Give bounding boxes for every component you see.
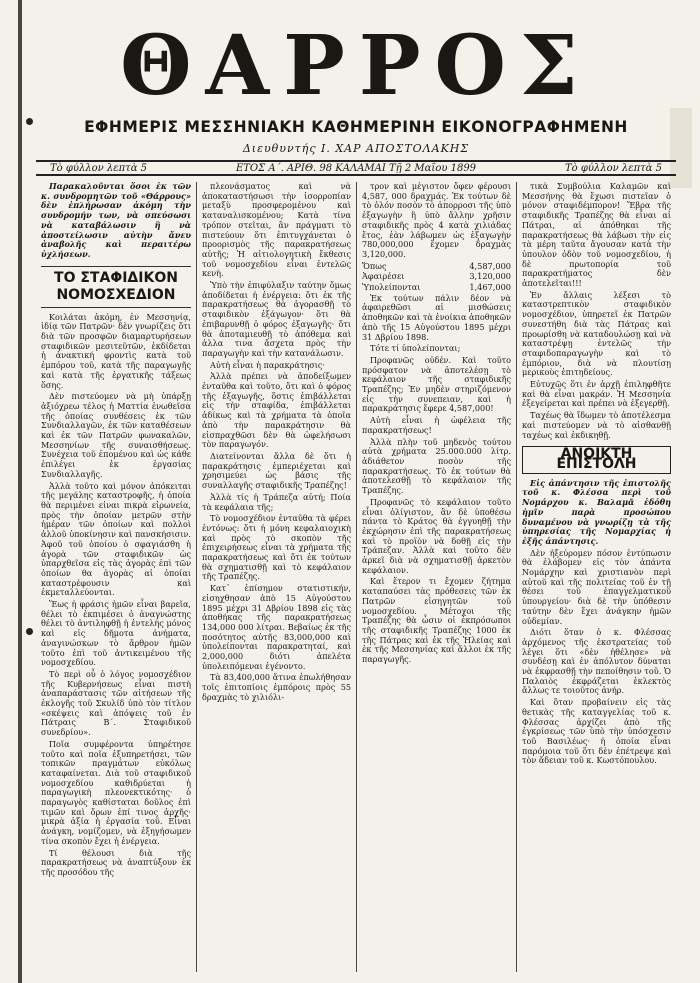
open-letter-heading: ΑΝΟΙΚΤΗ ΕΠΙΣΤΟΛΗ: [522, 446, 671, 473]
paragraph: Διότι ὅταν ὁ κ. Φλέσσας ἀρχόμενος τῆς ἐκστρατείας τοῦ λέγει ὅτι «δὲν ἠθέλησε» νὰ συνδέσῃ καὶ ἐν ἀπόλυτον δύναται νὰ ἐκφρασθῇ τὴν πεποίθησιν τοῦ. Ὁ Παλαιὸς ἐκφράζεται ἐκλεκτὸς ἄλλως τε τοιοῦτος ἀνήρ.: [522, 627, 671, 696]
paragraph: Προφανῶς οὐδέν. Καὶ τοῦτο πρόσφατον νὰ ἀποτελέσῃ τὸ κεφάλαιον τῆς σταφιδικῆς Τραπέζης; Ἐν μηδὲν στηριζόμενον εἰς τὴν συνεπειαν, καὶ ἡ παρακράτησις ἔφερε 4,587,000!: [362, 354, 511, 414]
price-right: Τὸ φύλλον λεπτὰ 5: [564, 162, 662, 174]
column-3: [356, 182, 516, 972]
paragraph: Ἕως ἡ φράσις ἡμῶν εἶναι βαρεῖα, θέλει τὸ ἐκπιμέσει ὁ ἀναγνώστης θέλει τὸ ἀντιληφθῇ ἡ ἐντελὴς μόνος καὶ εἰς δῆμοτα ἀνήματα, ἀναγινώσκων τὸ ἄρθρον ἡμῶν τοῦτο ἐπὶ τοῦ ἀντικειμένου τῆς νομοσχεδίου.: [41, 599, 191, 668]
paragraph: τρον καὶ μέγιστον ὄφεν φέρουσι 4,587, 000 δραχμάς. Ἐκ τούτων δὲ τὸ ὁλόν ποσὸν τὸ ἀπορροσι τῆς ὑπὸ ἐξαγωγὴν ἢ ὑπὸ ἄλλην χρῆσιν σταφιδικῆς πρὸς 4 κατὰ χιλιάδας ἔτος, ἐὰν λάβωμεν ὡς ἐξαγωγὴν 780,000,000 ἔχομεν δραχμὰς 3,120,000.: [362, 182, 511, 259]
calc-label: Ἀφαιρέσει: [362, 271, 405, 282]
paragraph: Ταχέως θὰ ἴδωμεν τὸ ἀποτέλεσμα καὶ πιστεύομεν νὰ τὸ αἰσθανθῇ ταχέως καὶ ἐκδικηθῇ.: [522, 410, 671, 440]
paragraph: πλεονάσματος καὶ νὰ ἀποκαταστήσωσι τὴν ἰσορροπίαν μεταξὺ προσφερομένου καὶ καταναλισκομένου; Κατὰ τίνα τρόπον στεῖται, ἂν πράγματι τὸ πιστεύουν ὅτι ἐπιτυγχάνεται ὁ προορισμὸς τῆς παρακρατήσεως αὐτῆς; Ἡ αἰτιολογητικὴ ἔκθεσις τοῦ νομοσχεδίου εἶναι ἐντελῶς κενὴ.: [202, 182, 351, 279]
paragraph: Καὶ ὅταν προβαίνειν εἰς τὰς θετικὰς τῆς καταγγελίας τοῦ κ. Φλέσσας ἀρχίζει ἀπὸ τῆς ἐγκρίσεως τῶν ὑπὸ τὴν ὑπόσχεσιν τοῦ Βασιλέως· ἡ ὁποία εἶναι παρόμοια τοῦ ὅτι δὲν ἐπέτρεψε καὶ τὸν ἄδειαν τοῦ κ. Κωστόπουλου.: [522, 697, 671, 766]
paragraph: Τὰ 83,400,000 ἄτινα ἐπωλήθησαν τοῖς ἐπιτοπίοις ἐμπόροις πρὸς 55 δραχμὰς τὸ χιλιόλι-: [202, 672, 351, 702]
paragraph: Ἀλλὰ πλὴν τοῦ μηδενὸς τούτου αὐτὰ χρήματα 25.000.000 λίτρ. ἀδιάθετον ποσὸν τῆς παρακρατήσεως. Τὸ ἐκ τούτων θὰ ἀποτελεσθῇ τὸ κεφάλαιον τῆς Τραπέζης.: [362, 436, 511, 496]
issue-line: ΕΤΟΣ Α΄. ΑΡΙΘ. 98 ΚΑΛΑΜΑΙ Τῇ 2 Μαΐου 1899: [235, 162, 477, 174]
paragraph: Τὸ νομοσχέδιον ἐνταῦθα τὰ φέρει ἐντόνως: ὅτι ἡ μόνη κεφαλαιοχικὴ καὶ πρὸς τὸ σκοπὸν τῆς ἐπιχειρήσεως εἶναι τὰ χρήματα τῆς παρακρατήσεως καὶ ὅτι ἐκ τούτων θὰ σχηματισθῇ καὶ τὸ κεφάλαιον τῆς Τραπέζης.: [202, 513, 351, 582]
article-columns: [36, 182, 676, 972]
paragraph: Ἀλλὰ τίς ἡ Τράπεζα αὐτή; Ποία τὰ κεφάλαια τῆς;: [202, 491, 351, 512]
calc-value: 3,120,000: [469, 271, 511, 282]
price-left: Τὸ φύλλον λεπτὰ 5: [50, 162, 148, 174]
paragraph: Ἀλλὰ πρέπει νὰ ἀποδείξωμεν ἐνταῦθα καὶ τοῦτο, ὅτι καὶ ὁ φόρος τῆς ἐξαγωγῆς, ὅστις ἐπιβάλλεται εἰς τὴν σταφίδα, ἐπιβάλλεται ἀδίκως καὶ τὰ χρήματα τὰ ὁποῖα ἀπὸ τὴν παρακράτησιν θὰ εἰσπραχθῶσι δὲν θὰ ὠφελήσωσι τὸν παραγωγόν.: [202, 371, 351, 450]
punch-hole: [26, 118, 33, 125]
paragraph: Κατ᾽ ἐπίσημον στατιστικήν, εἰσηχθησαν ἀπὸ 15 Αὐγούστου 1895 μέχρι 31 Δβρίου 1898 εἰς τὰς ἀποθήκας τῆς παρακρατήσεως 134,000 000 λίτραι. Βεβαίως ἐκ τῆς ποσότητος αὐτῆς 83,000,000 καὶ ὑπολείπονται παρακρατηταί, καὶ 2,000,000 διότι ἀπελέτα ὑπολειπόμεναι ἐγένοντο.: [202, 583, 351, 671]
paragraph: Δὲν ἠξεύρομεν πόσον ἐντύπωσιν θὰ ἐλάβομεν εἰς τὸν ἀπάντα Νομάρχην καὶ χριστιανὸν περὶ αὐτοῦ καὶ τῆς πολιτείας τοῦ ἐν τῇ θέσει τοῦ ἐπαγγελματικοῦ ὑπουργείου· διὰ δὲ τὴν ὑπόθεσιν ταύτην δὲν ἔχει ἀνάγκην ἡμῶν οὐδεμίαν.: [522, 547, 671, 626]
punch-hole: [26, 628, 33, 635]
calc-label: Ὑπολείπονται: [362, 282, 421, 293]
open-letter-intro: Εἰς ἀπάντησιν τῆς ἐπιστολῆς τοῦ κ. Φλέσσα περὶ τοῦ Νομάρχου κ. Βαλαμᾶ ἐδόθη ἡμῖν παρὰ προσώπου δυναμένου νὰ γνωρίζῃ τὰ τῆς ὑπηρεσίας τῆς Νομαρχίας ἡ ἑξῆς ἀπάντησις.: [522, 477, 671, 546]
subscriber-notice: Παρακαλοῦνται ὅσοι ἐκ τῶν κ. συνδρομητῶν τοῦ «Θάρρους» δὲν ἐπλήρωσαν ἀκόμη τὴν συνδρομήν των, νὰ σπεύσωσι νὰ καταβάλωσιν ἢ νὰ ἀποστείλωσιν αὐτὴν ἄνευ ἀναβολῆς καὶ περαιτέρω ὑχλήσεων.: [41, 182, 191, 259]
paragraph: Αὐτὴ εἶναι ἡ παρακράτησις·: [210, 359, 326, 370]
paragraph: τικὰ Συμβούλια Καλαμῶν καὶ Μεσσήνης θὰ ἔχωσι πιστεῖαν ὁ μόνον σταφιδέμπορον! Ἕβρα τῆς σταφιδικῆς Τραπέζης θὰ εἶναι αἱ Πάτραι, αἱ ἀπόθηκαι τῆς παρακρατήσεως θὰ λάβωσι τὴν εἰς τὰ μέρη ταῦτα ἄγουσαν κατὰ τὴν ὑπουλον ὁδὸν τοῦ νομοσχεδίου, ἡ δὲ πρωτοπορία τοῦ παρακρατήματος δὲν ἀποτελεῖται!!!: [522, 182, 671, 289]
paragraph: Τὸ περὶ οὗ ὁ λόγος νομοσχέδιον τῆς Κυβερνήσεως εἶναι πιστὴ ἀναπαράστασις τῶν αἰτήσεων τῆς ἐκλογῆς τοῦ Σκυλίδ ὑπὸ τὸν τίτλον «σκέψεις καὶ ἀπόψεις τοῦ ἐν Πάτραις Β΄. Σταφιδικοῦ συνεδρίου».: [41, 668, 191, 738]
masthead: [36, 20, 676, 155]
paragraph: Τότε τί ὑπολείπονται;: [370, 343, 461, 354]
paragraph: Δὲν πιστεύομεν νὰ μὴ ὑπάρξῃ ἀξιόχρεω τέλος ἡ Ματτία ἐνωθεῖσα τῆς ὁποίας συνθέσεις ἐκ τῶν Συνδιαλλαγῶν, ἐκ τῶν καταθέσεων καὶ ἐκ τῶν Πατρῶν φωνακαλῶν, Μεσσηνίων τῆς συναισθήσεως. Συνέχεια τοῦ ἐπομένου καὶ ὡς κάθε ἐπιλέγει ἐκ ἐργασίας Συνδιαλλαγῆς.: [41, 391, 191, 479]
paragraph: Ἐν ἄλλαις λέξεσι τὸ καταστρεπτικὸν σταφιδικὸν νομοσχέδιον, ὑπηρετεῖ ἐκ Πατρῶν συνεστήθη διὰ τὰς Πάτρας καὶ προωρίσθη νὰ καταδουλώσῃ καὶ νὰ καταστρέψῃ ἐντελῶς τὴν σταφιδοπαραγωγὴν καὶ τὸ ἐμπόριον, διὰ νὰ πλουτίσῃ μερικοὺς ἐπιτηδείους.: [522, 289, 671, 378]
column-1: [36, 182, 196, 972]
calc-value: 1,467,000: [469, 282, 511, 293]
newspaper-title: ΘΑΡΡΟΣ: [120, 18, 592, 114]
issue-info-bar: [36, 160, 676, 176]
binding-edge: [18, 0, 22, 983]
calc-row: [362, 262, 511, 272]
paragraph: Καὶ ἕτερον τι ἔχομεν ζήτημα καταπαύσει τὰς πρόθεσεις τῶν ἐκ Πατρῶν εἰσηγητῶν τοῦ νομοσχεδίου. Μέτοχοι τῆς Τραπέζης θὰ ὦσιν οἱ ἐκπρόσωποι τῆς σταφιδικῆς Τραπέζης 1000 ἐκ τῆς Πάτρας καὶ ἐκ τῆς Ἠλείας καὶ ἐκ τῆς Μεσσηνίας καὶ ἄλλοι ἐκ τῆς παραγωγῆς.: [362, 576, 511, 665]
newspaper-subtitle: ΕΦΗΜΕΡΙΣ ΜΕΣΣΗΝΙΑΚΗ ΚΑΘΗΜΕΡΙΝΗ ΕΙΚΟΝΟΓΡΑΦΗΜΕΝΗ: [84, 118, 628, 136]
column-2: [196, 182, 356, 972]
calc-value: 4,587,000: [469, 260, 511, 271]
director-line: Διευθυντής Ι. ΧΑΡ ΑΠΟΣΤΟΛΑΚΗΣ: [242, 142, 470, 155]
calc-row: [362, 272, 511, 282]
paragraph: Ἐκ τούτων πάλιν δέον νὰ ἀφαιρεθῶσι αἱ μισθώσεις ἀποθηκῶν καὶ τὰ ἐνοίκια ἀποθηκῶν ἀπὸ τῆς 15 Αὐγούστου 1895 μέχρι 31 Δβρίου 1898.: [362, 292, 511, 342]
article-heading: ΤΟ ΣΤΑΦΙΔΙΚΟΝ ΝΟΜΟΣΧΕΔΙΟΝ: [41, 266, 191, 308]
paragraph: Αὐτὴ εἶναι ἡ ὠφέλεια τῆς παρακρατήσεως!: [362, 415, 511, 435]
paragraph: Εὐτυχῶς ὅτι ἐν ἀρχῇ ἐπιληφθῆτε καὶ θὰ εἶναι μακράν. Ἡ Μεσσηνία ἐξεγείρεται καὶ πρέπει νὰ ἐξεγερθῇ.: [522, 379, 671, 409]
paragraph: Ποῖα συμφέροντα ὑπηρέτησε τοῦτο καὶ ποῖα ἐξυπηρετήσει, τῶν τοπικῶν πραγμάτων εὐκόλως καταφαίνεται. Διὰ τοῦ σταφιδικοῦ νομοσχεδίου καθιδρύεται ἡ παραγωγικὴ πλεονεκτικότης· ὁ παραγωγὸς καθίσταται δοῦλος ἐπὶ τιμῶν καὶ ὅρων ἐπί τινος ἀρχῆς· μικρὰ ἀξία ἡ ἐργασία τοῦ. Εἶναι ἀνάγκη, νομίζομεν, νὰ ἐξηγήσωμεν τίνα σκοπὸν ἔχει ἡ ἐνέργεια.: [41, 738, 191, 846]
calc-row: [362, 283, 511, 293]
paragraph: Ἀλλὰ τοῦτο καὶ μόνον ἀπόκειται τῆς μεγάλης καταστροφῆς, ἡ ὁποία θὰ περιμένει εἰναι πικρὰ εἰρωνεία, πρὸς τὴν ὁποίαν μετρῶν στὴν ἡμέραν τῶν ὁποίων καὶ πολλοὶ ἀλλοῦ ὑποκίνησιν καὶ πανσκήσισιν. Ἀφοῦ τοῦ ὁποίου ὁ σφαγιάσθη ἡ ἀγορὰ τῶν σταφιδικῶν ὡς ὑπαρχθεῖσα εἰς τὰς ἀγορὰς ἐπὶ τῶν ὁποίων θα ἀγορὰς αἱ ὁποίαι καταστρέφουσιν καὶ ἐκμεταλλεύονται.: [41, 480, 191, 598]
paragraph: Κοιλάται ἀκόμη, ἐν Μεσσηνίᾳ, ἰδίᾳ τῶν Πατρῶν· δὲν γνωρίζεις ὅτι διὰ τῶν προσφῶν διαμαρτυρήσεων σταφιδικῶν μεσιτεῦτῶν, ἐκδίδεται ἡ ἀνακτική φροντὶς κατὰ τοῦ ἐμπόρου τοῦ, κατὰ τῆς παραγωγῆς καὶ κατὰ τῆς ἐργατικῆς τάξεως ὅσης.: [41, 311, 191, 390]
paragraph: Διατείνονται ἄλλα δὲ ὅτι ἡ παρακράτησις ἐμπεριέχεται καὶ χρησιμεύει ὡς βάσις τῆς συναλλαγῆς σταφιδικῆς Τραπέζης!: [202, 450, 351, 491]
calc-label: Ὅπως: [362, 260, 387, 271]
paragraph: Ὑπὸ τὴν ἐπιφύλαξιν ταύτην ὅμως ἀποδίδεται ἡ ἐνέργεια: ὅτι ἐκ τῆς παρακρατήσεως θὰ ἀγορασθῇ τὸ σταφιδικὸν ἐξάγωγον· ὅτι θὰ ἐπιβαρυνθῇ ὁ φόρος ἐξαγωγῆς· ὅτι θὰ ἀποταμιευθῇ τὸ ἀπόθεμα καὶ ἀλλα τινα ἄσχετα πρὸς τὴν παραγωγὴν καὶ τὴν κατανάλωσιν.: [202, 280, 351, 358]
column-4: [516, 182, 676, 972]
paragraph: Τί θέλουσι διὰ τῆς παρακρατήσεως νὰ ἀναπτύξουν ἐκ τῆς προσόδου τῆς: [41, 847, 191, 877]
paragraph: Προφανῶς τὸ κεφάλαιον τοῦτο εἶναι ὀλίγιστον, ἂν δὲ ὑποθέσω πάντα τὸ Κράτος θὰ ἐγγυηθῇ τὴν ἐκχώρησιν ἐπὶ τῆς παρακρατήσεως καὶ τὸ προϊὸν νὰ δοθῇ εἰς τὴν Τράπεζαν. Ἀλλὰ καὶ τοῦτο δὲν ἀρκεῖ διὰ νὰ σχηματισθῇ ἀρκετὸν κεφάλαιον.: [362, 496, 511, 575]
